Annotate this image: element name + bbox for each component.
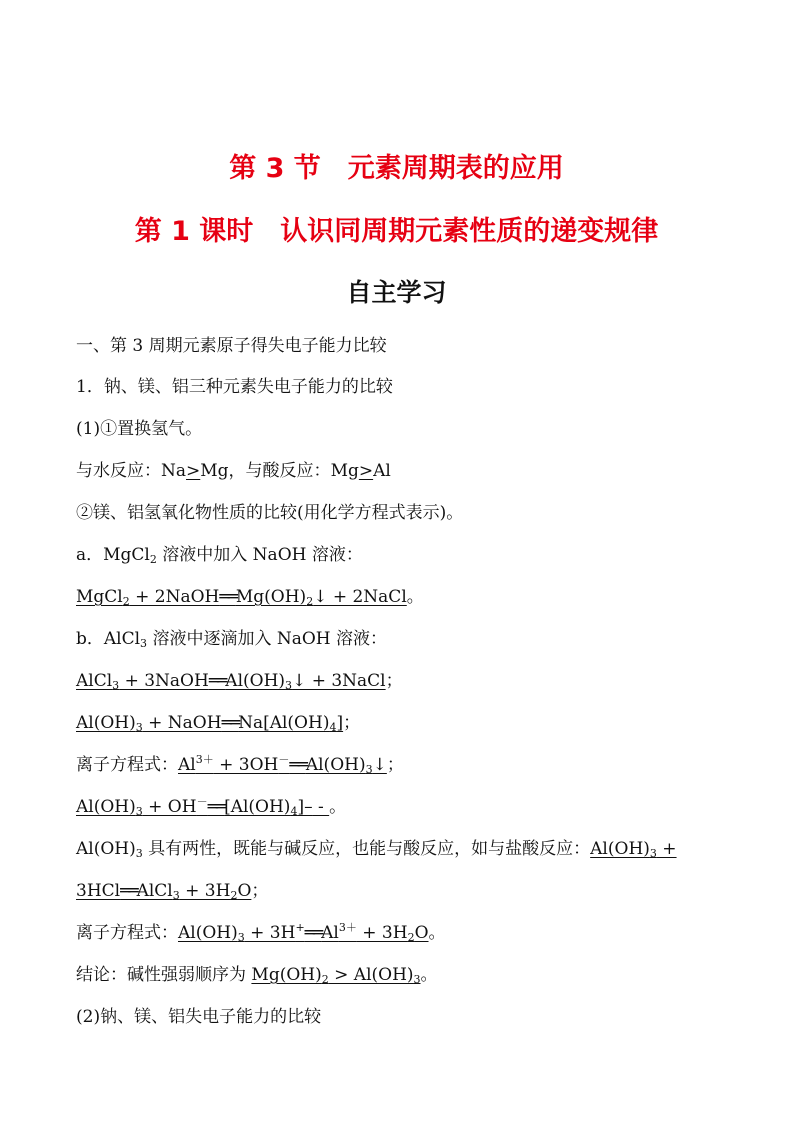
item-1-na-mg-al: 1．钠、镁、铝三种元素失电子能力的比较 [76, 377, 393, 397]
item-1-2-comparison: (2)钠、镁、铝失电子能力的比较 [76, 1007, 322, 1027]
line-reactivity-order: 与水反应：Na>Mg，与酸反应：Mg>Al [76, 461, 391, 481]
ionic-equation-al3-oh: 离子方程式：$Al^{3+}$ + $3OH^-══Al(OH)_3↓$； [76, 753, 404, 776]
heading-period3-comparison: 一、第 3 周期元素原子得失电子能力比较 [76, 336, 387, 356]
answer-blank: AlCl$_3$ + $3NaOH══Al(OH)_3↓$ + 3NaCl [76, 671, 386, 692]
answer-blank: $Al(OH)_3$ + $NaOH══Na[Al(OH)_4]$ [76, 713, 344, 734]
answer-blank: $Al(OH)_3$ + $3H^+══Al^{3+} + 3H_2O$ [178, 921, 429, 944]
line-b-alcl3: b．AlCl$_3$ 溶液中逐滴加入 NaOH 溶液： [76, 629, 388, 650]
answer-blank: $Al^{3+}$ + $3OH^-══Al(OH)_3↓$ [178, 753, 387, 776]
conclusion-basicity: 结论：碱性强弱顺序为 $Mg(OH)_2 > Al(OH)_3$。 [76, 965, 438, 986]
item-hydroxide-comparison: ②镁、铝氢氧化物性质的比较(用化学方程式表示)。 [76, 503, 464, 523]
answer-blank: $Al(OH)_3$ + $OH^-══[Al(OH)_4]-$ [76, 795, 313, 818]
answer-blank: 3HCl══AlCl$_3$ + $3H_2O$ [76, 881, 252, 902]
lesson-title: 第 1 课时 认识同周期元素性质的递变规律 [134, 216, 659, 247]
ionic-equation-aloh3-h: 离子方程式：$Al(OH)_3$ + $3H^+══Al^{3+} + 3H_2O$。 [76, 921, 446, 944]
answer-blank: > [358, 461, 374, 481]
section-title: 第 3 节 元素周期表的应用 [229, 153, 564, 184]
line-a-mgcl2: a．MgCl$_2$ 溶液中加入 NaOH 溶液： [76, 545, 363, 566]
equation-hcl-continued: 3HCl══AlCl$_3$ + $3H_2O$； [76, 881, 269, 902]
ionic-equation-aloh3-oh: $Al(OH)_3$ + $OH^-══[Al(OH)_4]-$ - 。 [76, 795, 347, 818]
item-1-1-hydrogen: (1)①置换氢气。 [76, 419, 203, 439]
equation-mgcl2-naoh: MgCl$_2$ + $2NaOH══Mg(OH)_2↓$ + 2NaCl。 [76, 587, 424, 608]
equation-aloh3-naoh: $Al(OH)_3$ + $NaOH══Na[Al(OH)_4]$； [76, 713, 361, 734]
answer-blank: > [186, 461, 201, 481]
answer-blank: $Mg(OH)_2 > Al(OH)_3$ [251, 965, 421, 986]
line-amphoteric: $Al(OH)_3$ 具有两性，既能与碱反应，也能与酸反应，如与盐酸反应：$Al(OH)_3$ + [76, 839, 677, 860]
answer-blank: MgCl$_2$ + $2NaOH══Mg(OH)_2↓$ + 2NaCl [76, 587, 407, 608]
answer-blank: $Al(OH)_3$ + [590, 839, 677, 860]
equation-alcl3-naoh: AlCl$_3$ + $3NaOH══Al(OH)_3↓$ + 3NaCl； [76, 671, 403, 692]
self-study-heading: 自主学习 [346, 278, 447, 307]
